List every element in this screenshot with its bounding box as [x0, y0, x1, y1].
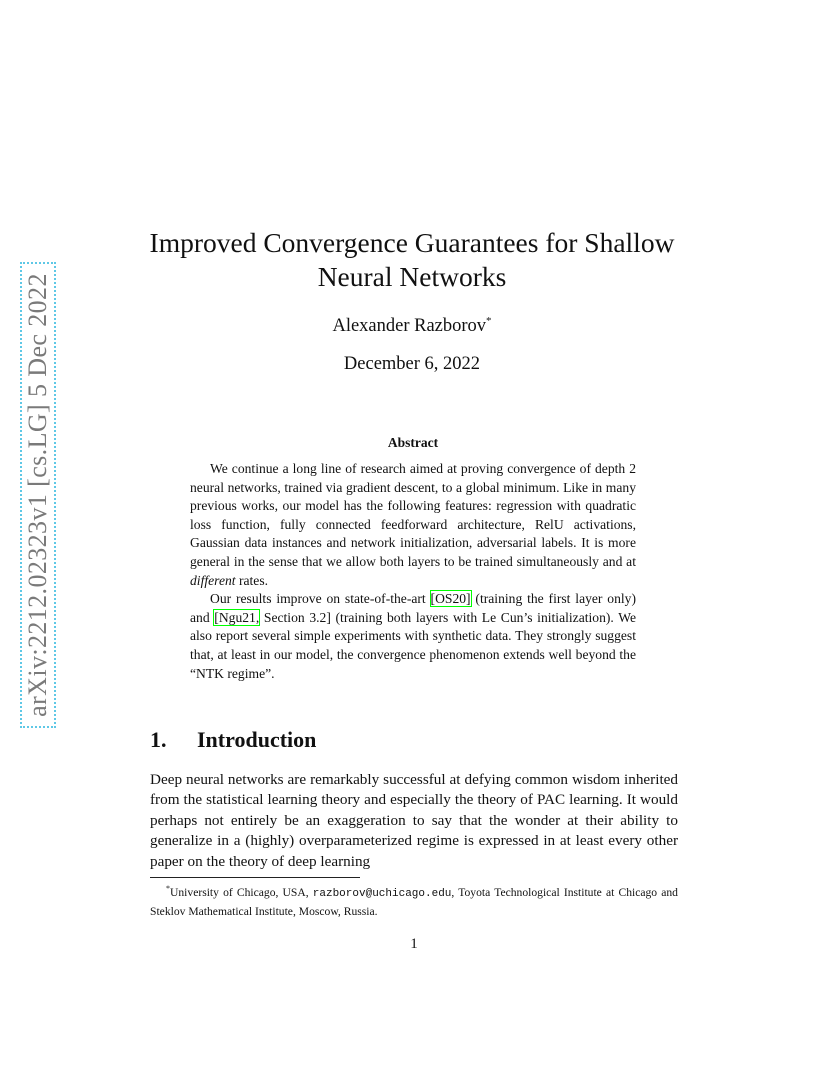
author-name: Alexander Razborov — [332, 316, 487, 337]
abstract-p1-end: rates. — [235, 572, 269, 588]
author-footnote-mark[interactable]: * — [486, 315, 492, 327]
abstract-p1-italic: different — [190, 572, 236, 588]
introduction-paragraph: Deep neural networks are remarkably successful at defying common wisdom inherited from the statistical learning theory and especially the theory of PAC learning. It would perhaps not entirely be an exaggeration to say that the wonder at their ability to generalize in a (highly) overparameterized regime is expressed in at least every other paper on the theory of deep learning — [150, 771, 678, 870]
author-line — [140, 315, 684, 337]
footnote-mark: * — [166, 884, 170, 893]
paper-date: December 6, 2022 — [343, 354, 481, 374]
abstract-paragraph-2 — [190, 590, 636, 683]
citation-link-os20[interactable]: [OS20] — [430, 591, 471, 607]
footnote-text-b: , Toyota Technological Institute at Chicago and Steklov Mathematical Institute, Moscow, Russia. — [150, 885, 678, 918]
abstract-p2-text-c: Section 3.2] (training both layers with Le Cun’s initialization). We also report several simple experiments with synthetic data. They strongly suggest that, at least in our model, the convergence phenomenon extends well beyond the “NTK regime”. — [190, 609, 636, 681]
citation-link-ngu21[interactable]: [Ngu21, — [214, 609, 260, 625]
footnote-divider — [150, 877, 360, 878]
abstract-p2-text-a: Our results improve on state-of-the-art — [210, 591, 431, 607]
abstract-p1-text: We continue a long line of research aimed at proving convergence of depth 2 neural networks, trained via gradient descent, to a global minimum. Like in many previous works, our model has the following features: regression with quadratic loss function, fully connected feedforward architecture, RelU activations, Gaussian data instances and network initialization, adversarial labels. It is more general in the sense that we allow both layers to be trained simultaneously and at — [190, 461, 636, 569]
arxiv-identifier-text: arXiv:2212.02323v1 [cs.LG] 5 Dec 2022 — [23, 273, 52, 717]
section-title: Introduction — [197, 727, 317, 752]
footnote-text-a: University of Chicago, USA, — [170, 885, 313, 899]
abstract-body — [190, 460, 636, 683]
page-number: 1 — [410, 936, 418, 952]
abstract-paragraph-1 — [190, 460, 636, 590]
abstract-heading: Abstract — [387, 435, 439, 450]
abstract-p2-text-b: (training the first layer only) and — [190, 591, 637, 625]
author-email[interactable]: razborov@uchicago.edu — [312, 887, 452, 900]
section-number: 1. — [150, 727, 167, 752]
paper-title: Improved Convergence Guarantees for Shallow Neural Networks — [149, 227, 675, 292]
section-heading-introduction — [150, 727, 316, 753]
author-footnote — [150, 880, 678, 920]
arxiv-identifier-stamp[interactable] — [20, 262, 56, 728]
